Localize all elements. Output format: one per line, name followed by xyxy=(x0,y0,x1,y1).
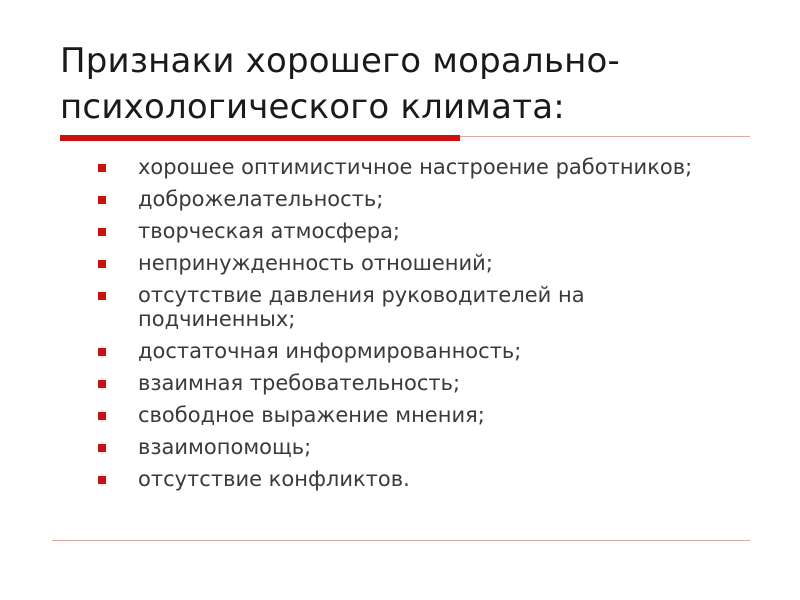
bullet-text: отсутствие конфликтов. xyxy=(138,467,410,491)
bullet-text: достаточная информированность; xyxy=(138,339,522,363)
square-bullet-icon xyxy=(98,228,106,236)
square-bullet-icon xyxy=(98,260,106,268)
bullet-item xyxy=(98,435,698,459)
bullet-text: доброжелательность; xyxy=(138,187,384,211)
square-bullet-icon xyxy=(98,412,106,420)
bullet-item xyxy=(98,219,698,243)
bullet-text: взаимная требовательность; xyxy=(138,371,461,395)
bullet-item xyxy=(98,371,698,395)
bullet-item xyxy=(98,187,698,211)
bullet-item xyxy=(98,339,698,363)
square-bullet-icon xyxy=(98,292,106,300)
title-accent-bar xyxy=(60,135,460,141)
bullet-item xyxy=(98,251,698,275)
bullet-text: отсутствие давления руководителей на подчиненных; xyxy=(138,283,585,331)
bullet-item xyxy=(98,467,698,491)
bullet-text: хорошее оптимистичное настроение работников; xyxy=(138,155,693,179)
slide-title: Признаки хорошего морально-психологического климата: xyxy=(60,41,620,127)
bullet-item xyxy=(98,403,698,427)
footer-divider xyxy=(52,540,750,541)
bullet-list xyxy=(98,155,698,499)
square-bullet-icon xyxy=(98,196,106,204)
bullet-item xyxy=(98,283,698,331)
square-bullet-icon xyxy=(98,380,106,388)
bullet-text: взаимопомощь; xyxy=(138,435,312,459)
bullet-item xyxy=(98,155,698,179)
square-bullet-icon xyxy=(98,164,106,172)
bullet-text: свободное выражение мнения; xyxy=(138,403,485,427)
bullet-text: творческая атмосфера; xyxy=(138,219,401,243)
bullet-text: непринужденность отношений; xyxy=(138,251,493,275)
square-bullet-icon xyxy=(98,444,106,452)
square-bullet-icon xyxy=(98,348,106,356)
square-bullet-icon xyxy=(98,476,106,484)
